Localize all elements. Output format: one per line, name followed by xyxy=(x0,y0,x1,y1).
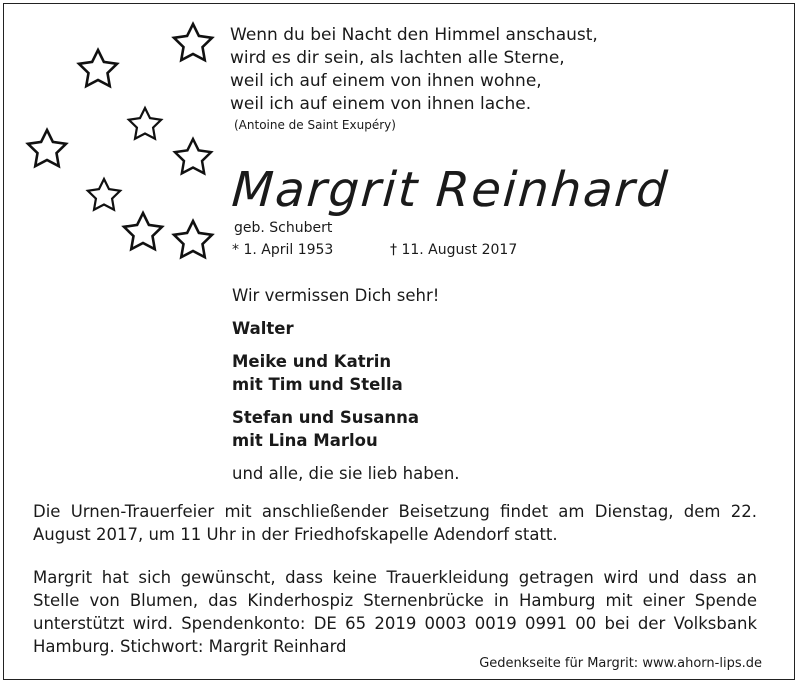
star-icon xyxy=(28,130,66,166)
ceremony-paragraph: Die Urnen-Trauerfeier mit anschließender Beisetzung findet am Dienstag, dem 22. August 2017, um 11 Uhr in der Friedhofskapelle Adendorf statt. xyxy=(33,502,757,544)
memorial-page-link[interactable]: Gedenkseite für Margrit: www.ahorn-lips.de xyxy=(479,656,762,671)
mourners xyxy=(232,284,652,485)
birth-name: geb. Schubert xyxy=(234,220,333,236)
poem-line: wird es dir sein, als lachten alle Sterne, xyxy=(230,48,565,68)
star-icon xyxy=(129,108,161,139)
poem-line: weil ich auf einem von ihnen lache. xyxy=(230,94,532,114)
mourners-intro: Wir vermissen Dich sehr! xyxy=(232,286,440,305)
mourner-group-line: Stefan und Susanna xyxy=(232,408,420,427)
poem-line: weil ich auf einem von ihnen wohne, xyxy=(230,71,542,91)
star-icon xyxy=(88,179,120,210)
mourner-group-line: mit Lina Marlou xyxy=(232,431,378,450)
birth-date: * 1. April 1953 xyxy=(232,242,334,258)
poem-line: Wenn du bei Nacht den Himmel anschaust, xyxy=(230,25,598,45)
star-icon xyxy=(174,24,212,60)
poem xyxy=(230,24,650,116)
star-icon xyxy=(124,213,162,249)
star-icon xyxy=(174,221,212,257)
stars-decoration xyxy=(0,0,230,280)
poem-attribution: (Antoine de Saint Exupéry) xyxy=(234,118,396,132)
death-date: † 11. August 2017 xyxy=(390,242,518,258)
mourner-group-line: Meike und Katrin xyxy=(232,352,392,371)
mourners-closing: und alle, die sie lieb haben. xyxy=(232,464,460,483)
deceased-name: Margrit Reinhard xyxy=(230,162,671,218)
star-icon xyxy=(79,50,117,86)
star-icon xyxy=(175,139,211,173)
mourner-group-line: Walter xyxy=(232,319,294,338)
mourner-group-line: mit Tim und Stella xyxy=(232,375,403,394)
life-dates xyxy=(232,242,518,258)
wishes-paragraph: Margrit hat sich gewünscht, dass keine Trauerkleidung getragen wird und dass an Stelle von Blumen, das Kinderhospiz Sternenbrücke in Hamburg mit einer Spende unterstützt wird. Spendenkonto: DE 65 2019 0003 0019 0991 00 bei der Volksbank Hamburg. Stichwort: Margrit Reinhard xyxy=(33,568,757,656)
